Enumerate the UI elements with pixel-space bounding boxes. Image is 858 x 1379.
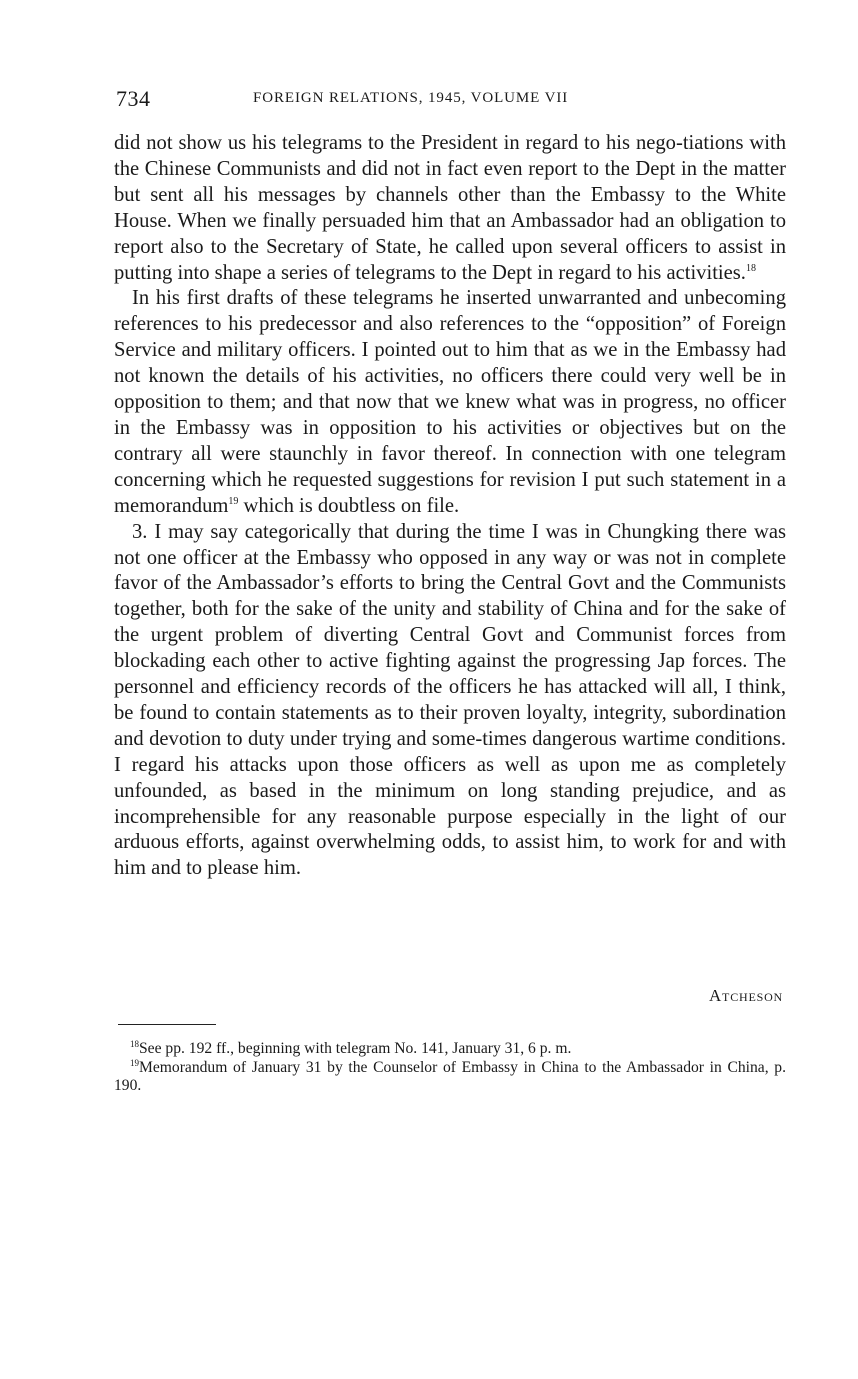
footnote-divider <box>118 1024 216 1025</box>
paragraph-text-tail: which is doubtless on file. <box>238 494 460 517</box>
running-title: FOREIGN RELATIONS, 1945, VOLUME VII <box>253 90 569 106</box>
footnote-reference-19: 19 <box>228 495 239 507</box>
footnote-text: Memorandum of January 31 by the Counselor of Embassy in China to the Ambassador in China, p. 190. <box>114 1058 786 1094</box>
footnote-text: See pp. 192 ff., beginning with telegram No. 141, January 31, 6 p. m. <box>139 1040 572 1057</box>
paragraph-text: did not show us his telegrams to the President in regard to his nego-tiations with the Chinese Communists and did not in fact even report to the Dept in the matter but sent all his messages by channels other than the Embassy to the White House. When we finally persuaded him that an Ambassador had an obligation to report also to the Secretary of State, he called upon several officers to assist in putting into shape a series of telegrams to the Dept in regard to his activities. <box>114 132 786 284</box>
paragraph-text: 3. I may say categorically that during the time I was in Chungking there was not one officer at the Embassy who opposed in any way or was not in complete favor of the Ambassador’s efforts to bring the Central Govt and the Communists together, both for the sake of the unity and stability of China and for the sake of the urgent problem of diverting Central Govt and Communist forces from blockading each other to active fighting against the progressing Jap forces. The personnel and efficiency records of the officers he has attacked will all, I think, be found to contain statements as to their proven loyalty, integrity, subordination and devotion to duty under trying and some-times dangerous wartime conditions. I regard his attacks upon those officers as well as upon me as completely unfounded, as based in the minimum on long standing prejudice, and as incomprehensible for any reasonable purpose especially in the light of our arduous efforts, against overwhelming odds, to assist him, to work for and with him and to please him. <box>114 520 786 880</box>
page-number: 734 <box>116 86 151 111</box>
paragraph-point-3 <box>114 520 786 883</box>
footnote-marker: 18 <box>130 1039 139 1049</box>
footnote-18 <box>114 1040 786 1059</box>
paragraph-text: In his first drafts of these telegrams he inserted unwarranted and unbecoming references to his predecessor and also references to the “opposition” of Foreign Service and military officers. I pointed out to him that as we in the Embassy had not known the details of his activities, no officers there could very well be in opposition to them; and that now that we knew what was in progress, no officer in the Embassy was in opposition to his activities or objectives but on the contrary all were staunchly in favor thereof. In connection with one telegram concerning which he requested suggestions for revision I put such statement in a memorandum <box>114 287 786 517</box>
footnote-19 <box>114 1059 786 1096</box>
body-text <box>114 131 786 882</box>
footnote-marker: 19 <box>130 1057 139 1068</box>
signature: Atcheson <box>708 986 783 1005</box>
footnotes <box>114 1040 786 1096</box>
paragraph-drafts <box>114 286 786 519</box>
paragraph-continuation <box>114 131 786 286</box>
footnote-reference-18: 18 <box>745 262 756 274</box>
running-head <box>116 86 784 116</box>
